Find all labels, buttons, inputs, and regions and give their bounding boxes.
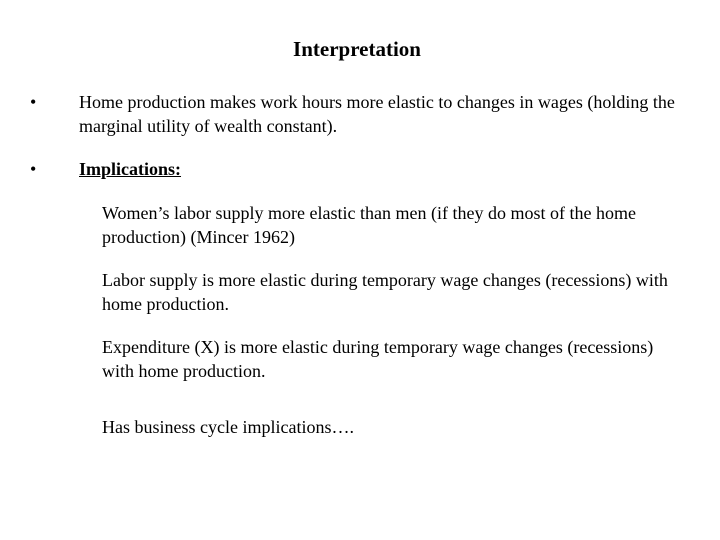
implication-expenditure-recessions: Expenditure (X) is more elastic during temporary wage changes (recessions) with home production. bbox=[102, 337, 654, 381]
implication-labor-supply-recessions: Labor supply is more elastic during temporary wage changes (recessions) with home production. bbox=[102, 270, 668, 314]
slide-title: Interpretation bbox=[293, 37, 421, 61]
implication-womens-labor-supply: Women’s labor supply more elastic than men (if they do most of the home production) (Mincer 1962) bbox=[102, 203, 636, 247]
bullet-marker-implications: • bbox=[30, 159, 37, 179]
implication-business-cycle: Has business cycle implications…. bbox=[102, 417, 354, 437]
bullet-implications-heading: Implications: bbox=[79, 159, 182, 179]
bullet-marker-home-production: • bbox=[30, 92, 37, 112]
bullet-home-production: Home production makes work hours more elastic to changes in wages (holding the marginal utility of wealth constant). bbox=[79, 92, 675, 136]
